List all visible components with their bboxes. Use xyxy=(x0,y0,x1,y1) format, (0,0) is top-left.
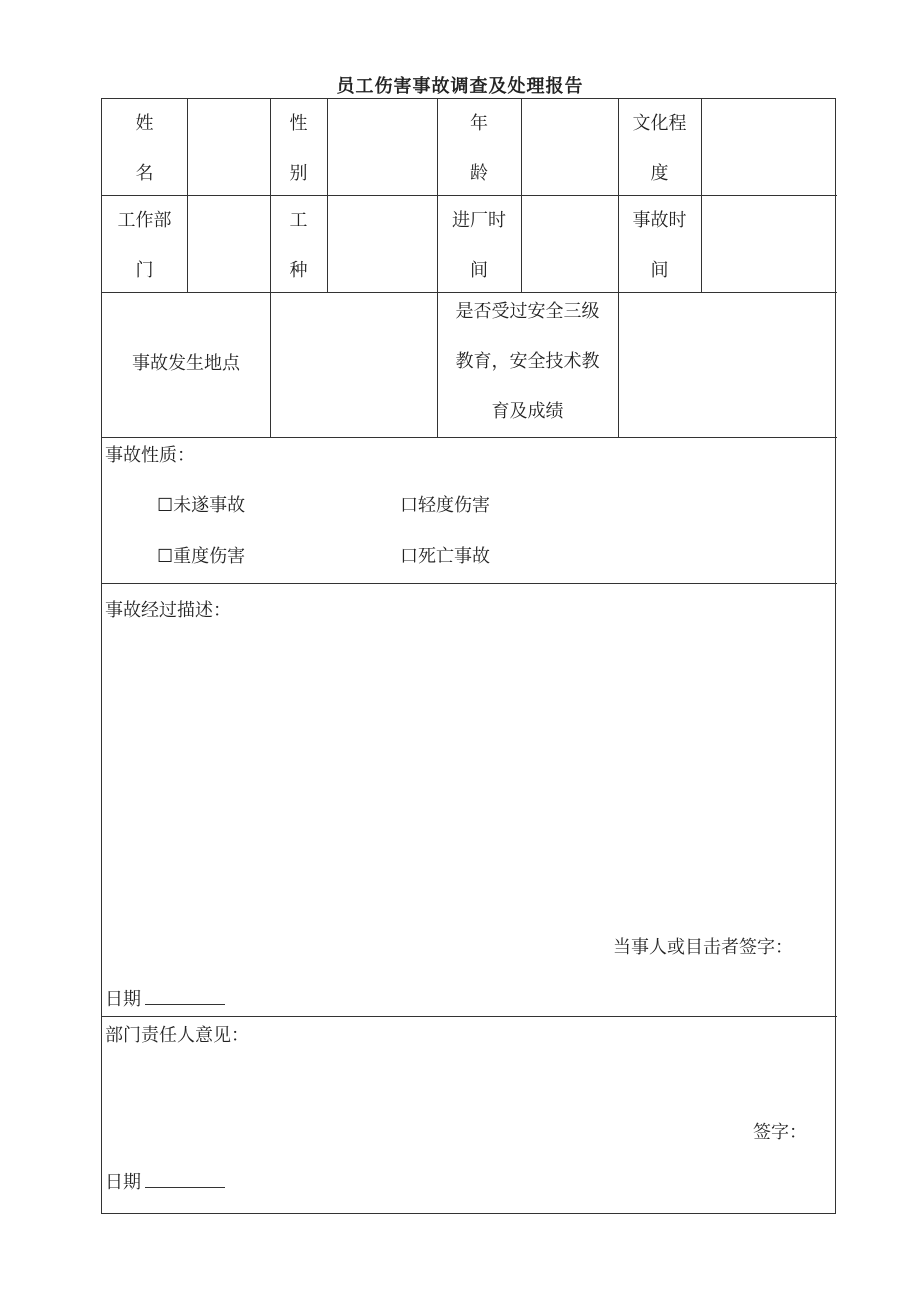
date-label: 日期 xyxy=(105,1172,141,1193)
row-divider xyxy=(102,437,837,438)
row-divider xyxy=(102,583,837,584)
date-field[interactable] xyxy=(145,990,225,1005)
description-date xyxy=(105,985,225,1011)
job-type-field[interactable] xyxy=(328,196,437,292)
option-near-miss[interactable]: ☐未遂事故 xyxy=(157,495,246,516)
accident-time-label: 事故时 间 xyxy=(632,210,687,281)
dept-opinion-area[interactable] xyxy=(105,1054,830,1114)
date-field[interactable] xyxy=(145,1173,225,1188)
gender-label: 性 别 xyxy=(289,113,308,184)
date-label: 日期 xyxy=(105,989,141,1010)
witness-signature-label: 当事人或目击者签字： xyxy=(613,937,793,958)
age-field[interactable] xyxy=(522,99,618,195)
department-field[interactable] xyxy=(188,196,270,292)
department-label: 工作部 门 xyxy=(117,210,172,281)
entry-time-field[interactable] xyxy=(522,196,618,292)
form-title: 员工伤害事故调查及处理报告 xyxy=(336,76,584,97)
option-serious-injury[interactable]: ☐重度伤害 xyxy=(157,546,246,567)
option-fatal-accident[interactable]: 口死亡事故 xyxy=(400,546,490,567)
location-field[interactable] xyxy=(271,293,437,437)
nature-label: 事故性质： xyxy=(105,445,195,466)
report-form xyxy=(101,98,836,1214)
description-label: 事故经过描述： xyxy=(105,600,231,621)
description-area[interactable] xyxy=(105,629,830,919)
training-field[interactable] xyxy=(619,293,836,437)
education-label: 文化程 度 xyxy=(632,113,687,184)
dept-signature-label: 签字： xyxy=(753,1122,807,1143)
row-divider xyxy=(102,1016,837,1017)
gender-field[interactable] xyxy=(328,99,437,195)
name-field[interactable] xyxy=(188,99,270,195)
accident-time-field[interactable] xyxy=(702,196,836,292)
entry-time-label: 进厂时 间 xyxy=(452,210,506,281)
training-label: 是否受过安全三级 教育，安全技术教 育及成绩 xyxy=(455,301,600,422)
job-type-label: 工 种 xyxy=(289,210,308,281)
education-field[interactable] xyxy=(702,99,836,195)
dept-opinion-label: 部门责任人意见： xyxy=(105,1025,249,1046)
name-label: 姓 名 xyxy=(135,113,154,184)
dept-opinion-date xyxy=(105,1168,225,1194)
option-minor-injury[interactable]: 口轻度伤害 xyxy=(400,495,490,516)
location-label: 事故发生地点 xyxy=(132,353,240,374)
age-label: 年 龄 xyxy=(470,113,488,184)
